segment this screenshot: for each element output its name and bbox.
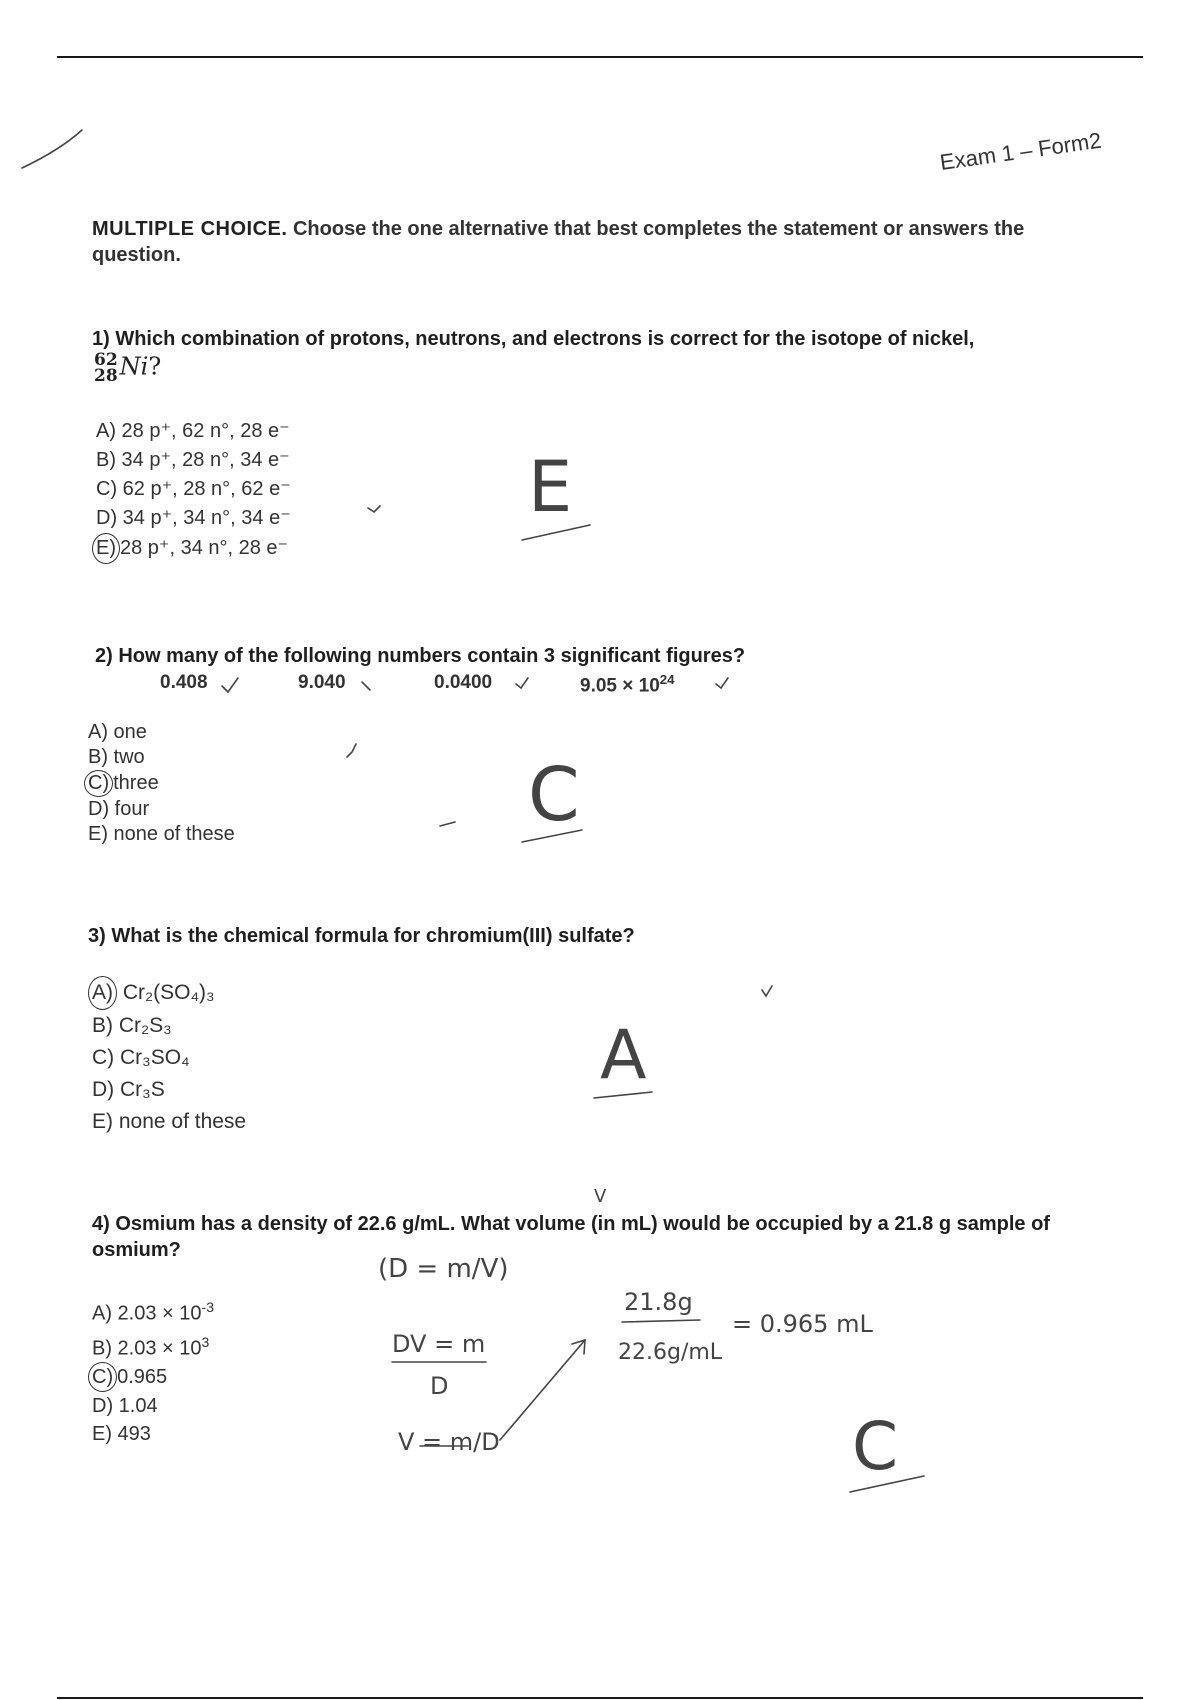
isotope-question-mark: ?	[148, 352, 162, 381]
instructions-lead: MULTIPLE CHOICE.	[92, 218, 288, 240]
bottom-rule	[57, 1697, 1143, 1699]
q4-selected-circle: C)	[88, 1362, 117, 1392]
q3-answer-underline	[594, 1092, 652, 1098]
q3-option-a-text: Cr₂(SO₄)₃	[122, 981, 215, 1004]
q3-handwritten-answer: A	[600, 1016, 647, 1095]
question-1-text: 1) Which combination of protons, neutrons, and electrons is correct for the isotope of nickel,	[92, 328, 975, 350]
q2-option-d: D) four	[88, 798, 150, 820]
q4-option-b-exponent: 3	[201, 1333, 210, 1350]
q3-option-c: C) Cr₃SO₄	[92, 1046, 190, 1069]
exam-form-label: Exam 1 – Form2	[938, 127, 1103, 176]
q4-option-c-text: 0.965	[117, 1366, 168, 1389]
work-numerator: 21.8g	[624, 1288, 693, 1316]
q3-option-b: B) Cr₂S₃	[92, 1014, 172, 1037]
sf-check-3	[516, 678, 528, 688]
q2-answer-underline	[522, 830, 582, 842]
question-4-text: 4) Osmium has a density of 22.6 g/mL. What volume (in mL) would be occupied by a 21.8 g sample of osmium?	[92, 1213, 1050, 1261]
q2-selected-circle: C)	[84, 770, 113, 797]
work-step-v-equals-m-over-d: V = m/D	[398, 1428, 500, 1456]
q4-option-a-base: A) 2.03 × 10	[92, 1302, 202, 1325]
q3-option-d: D) Cr₃S	[92, 1078, 165, 1101]
sf-x-mark-2	[362, 682, 370, 690]
q3-option-e: E) none of these	[92, 1110, 247, 1133]
q1-option-b: B) 34 p⁺, 28 n°, 34 e⁻	[96, 449, 290, 471]
question-3-text: 3) What is the chemical formula for chromium(III) sulfate?	[88, 925, 635, 947]
q1-option-a: A) 28 p⁺, 62 n°, 28 e⁻	[96, 420, 290, 442]
q3-check-mark	[762, 986, 772, 996]
q1-option-c: C) 62 p⁺, 28 n°, 62 e⁻	[96, 478, 291, 500]
q1-option-d: D) 34 p⁺, 34 n°, 34 e⁻	[96, 507, 291, 529]
work-result: = 0.965 mL	[732, 1310, 873, 1338]
work-denominator: 22.6g/mL	[618, 1340, 723, 1365]
q4-option-b-base: B) 2.03 × 10	[92, 1337, 202, 1360]
q4-handwritten-answer: C	[852, 1408, 899, 1485]
sf-check-1	[222, 678, 238, 692]
q4-option-a-exponent: -3	[201, 1299, 214, 1315]
q2-check-mark	[347, 744, 356, 757]
q1-check-mark	[368, 506, 380, 512]
margin-pen-stroke	[22, 130, 82, 168]
density-formula: (D = m/V)	[378, 1254, 509, 1284]
q4-option-e: E) 493	[92, 1423, 151, 1446]
isotope-atomic-number: 28	[94, 366, 118, 386]
isotope-mass-number: 62	[94, 350, 118, 370]
q1-selected-circle: E)	[92, 533, 120, 564]
q4-option-d: D) 1.04	[92, 1395, 158, 1418]
sf-check-4	[716, 678, 728, 688]
q2-option-c-text: three	[113, 772, 159, 794]
number-1: 0.408	[160, 672, 208, 693]
number-4-exponent: 24	[659, 672, 675, 687]
work-fraction-bar-2	[622, 1320, 700, 1322]
q3-selected-circle: A)	[88, 976, 117, 1010]
number-3: 0.0400	[434, 672, 493, 693]
work-arrow	[500, 1340, 585, 1440]
q2-handwritten-answer: C	[528, 752, 580, 838]
q1-handwritten-answer: E	[528, 446, 573, 528]
q1-option-e-text: 28 p⁺, 34 n°, 28 e⁻	[120, 537, 289, 559]
isotope-symbol: Ni	[119, 352, 149, 381]
work-step-dv-equals-m: DV = m	[392, 1330, 486, 1358]
q2-option-e: E) none of these	[88, 823, 235, 845]
work-step-denominator: D	[430, 1372, 449, 1400]
q4-marked-variable: V	[594, 1186, 607, 1207]
q1-answer-underline	[522, 525, 590, 540]
q2-margin-mark	[440, 822, 455, 826]
number-4-base: 9.05 × 10	[580, 675, 660, 697]
q2-option-a: A) one	[88, 721, 147, 743]
q4-answer-underline	[850, 1476, 924, 1492]
instructions-text: Choose the one alternative that best completes the statement or answers the question.	[92, 218, 1025, 266]
q2-option-b: B) two	[88, 746, 145, 768]
number-2: 9.040	[298, 672, 346, 693]
question-2-text: 2) How many of the following numbers contain 3 significant figures?	[95, 645, 746, 667]
